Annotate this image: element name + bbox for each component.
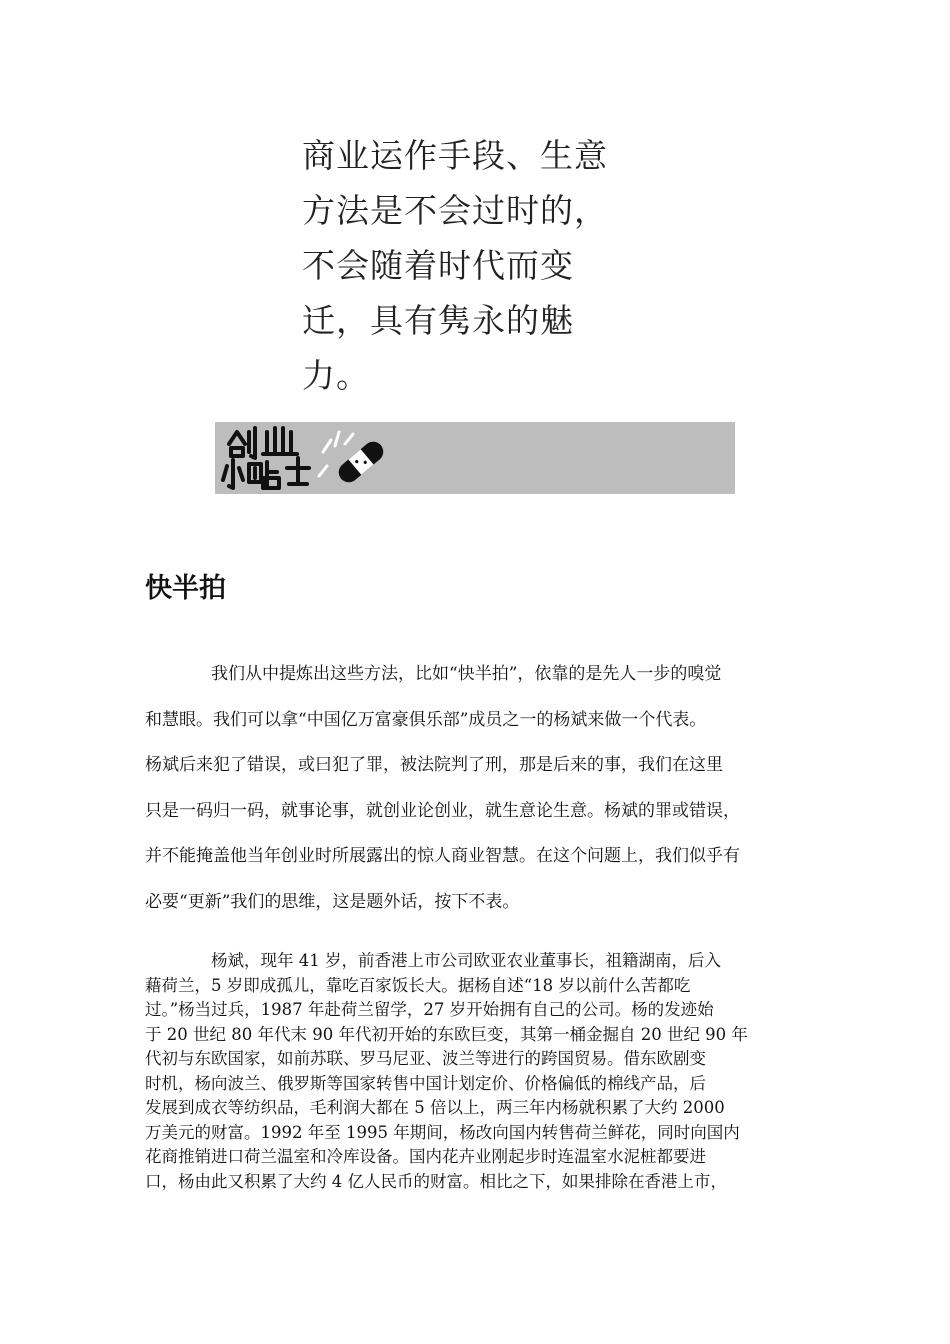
paragraph-line: 杨斌，现年 41 岁，前香港上市公司欧亚农业董事长，祖籍湖南，后入 xyxy=(211,951,721,970)
paragraph-line: 花商推销进口荷兰温室和冷库设备。国内花卉业刚起步时连温室水泥桩都要进 xyxy=(145,1147,706,1166)
paragraph-line: 和慧眼。我们可以拿“中国亿万富豪俱乐部”成员之一的杨斌来做一个代表。 xyxy=(145,709,707,730)
paragraph-line: 只是一码归一码，就事论事，就创业论创业，就生意论生意。杨斌的罪或错误， xyxy=(145,800,740,821)
quote-line: 商业运作手段、生意 xyxy=(302,136,608,175)
paragraph-line: 杨斌后来犯了错误，或曰犯了罪，被法院判了刑，那是后来的事，我们在这里 xyxy=(145,755,723,775)
paragraph-line: 口，杨由此又积累了大约 4 亿人民币的财富。相比之下，如果排除在香港上市， xyxy=(145,1171,727,1191)
paragraph-line: 我们从中提炼出这些方法，比如“快半拍”，依靠的是先人一步的嗅觉 xyxy=(211,664,722,684)
paragraph-line: 于 20 世纪 80 年代末 90 年代初开始的东欧巨变，其第一桶金掘自 20 世纪 90 年 xyxy=(145,1024,748,1044)
paragraph-line: 发展到成衣等纺织品，毛利润大都在 5 倍以上，两三年内杨就积累了大约 2000 xyxy=(145,1098,725,1117)
quote-line: 迁，具有隽永的魅 xyxy=(302,301,574,340)
paragraph-intro xyxy=(145,652,810,925)
tips-banner xyxy=(215,422,735,494)
pull-quote xyxy=(302,128,632,403)
paragraph-line: 万美元的财富。1992 年至 1995 年期间，杨改向国内转售荷兰鲜花，同时向国内 xyxy=(145,1122,740,1142)
quote-line: 不会随着时代而变 xyxy=(302,246,574,285)
paragraph-biography xyxy=(145,949,810,1194)
paragraph-line: 时机，杨向波兰、俄罗斯等国家转售中国计划定价、价格偏低的棉线产品，后 xyxy=(145,1073,706,1093)
quote-line: 方法是不会过时的， xyxy=(302,191,608,230)
paragraph-line: 藉荷兰，5 岁即成孤儿，靠吃百家饭长大。据杨自述“18 岁以前什么苦都吃 xyxy=(145,975,691,995)
paragraph-line: 过。”杨当过兵，1987 年赴荷兰留学，27 岁开始拥有自己的公司。杨的发迹始 xyxy=(145,1000,714,1019)
quote-line: 力。 xyxy=(302,356,370,395)
paragraph-line: 代初与东欧国家，如前苏联、罗马尼亚、波兰等进行的跨国贸易。借东欧剧变 xyxy=(145,1049,706,1068)
paragraph-line: 必要“更新”我们的思维，这是题外话，按下不表。 xyxy=(145,891,520,912)
section-title: 快半拍 xyxy=(145,573,226,604)
paragraph-line: 并不能掩盖他当年创业时所展露出的惊人商业智慧。在这个问题上，我们似乎有 xyxy=(145,846,740,866)
tips-logo-icon xyxy=(215,422,735,494)
